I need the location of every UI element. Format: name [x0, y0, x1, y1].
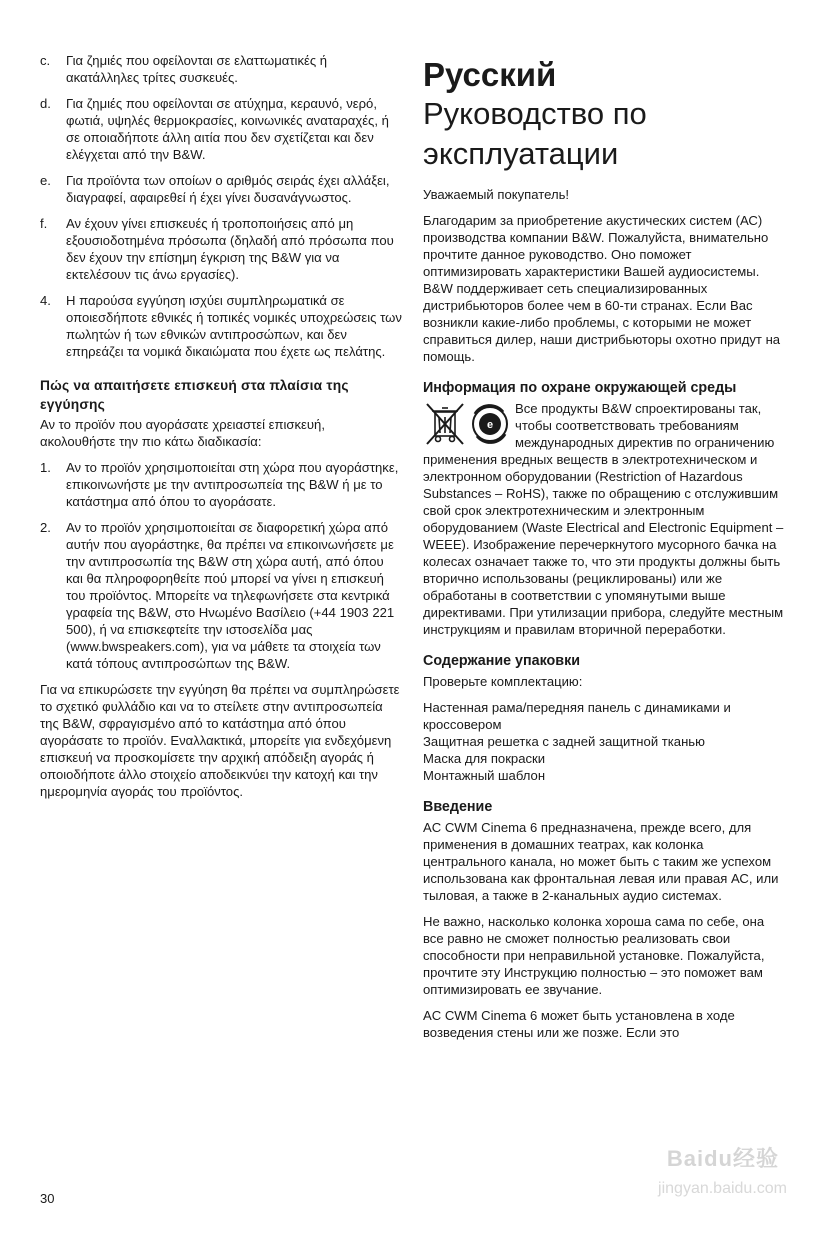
greeting: Уважаемый покупатель! [423, 187, 570, 202]
watermark-url: jingyan.baidu.com [658, 1180, 787, 1197]
introduction-paragraph: AC CWM Cinema 6 может быть установлена в ходе возведения стены или же позже. Если это [423, 1008, 735, 1040]
list-item: e. Για προϊόντα των οποίων ο αριθμός σειράς έχει αλλάξει, διαγραφεί, αφαιρεθεί ή έχει γίνει δυσανάγνωστος. [40, 173, 390, 205]
package-contents-heading: Содержание упаковки [423, 653, 581, 669]
introduction-heading: Введение [423, 799, 493, 815]
list-item: Защитная решетка с задней защитной тканью [423, 734, 705, 749]
page-number: 30 [40, 1191, 55, 1206]
env-paragraph: e Все продукты B&W спроектированы так, чтобы соответствовать требованиям международных директив по ограничению применения вредных веществ в электротехническом и электронном оборудовании (Restriction of Hazardous Substances – RoHS), также по обращению с отслужившим свой срок электротехническим и электронным оборудованием (Waste Electrical and Electronic Equipment – WEEE). Изображение перечеркнутого мусорного бачка на колесах означает также то, что эти продукты должны быть вторично использованы (рециклированы) или же обработаны в соответствии с упомянутыми выше директивами. При утилизации прибора, следуйте местным инструкциям и правилам вторичной переработки. [423, 401, 784, 637]
warranty-claim-heading: Πώς να απαιτήσετε επισκευή στα πλαίσια της εγγύησης [40, 378, 349, 412]
list-item: 2. Αν το προϊόν χρησιμοποιείται σε διαφορετική χώρα από αυτήν που αγοράστηκε, θα πρέπει να επικοινωνήσετε με την αντιπροσωπία της B&W στη χώρα αυτή, από όπου και θα πληροφορηθείτε πού μπορεί να γίνει η επισκευή του προϊόντος. Μπορείτε να τηλεφωνήσετε στα κεντρικά γραφεία της B&W, στο Ηνωμένο Βασίλειο (+44 1903 221 500), ή να επισκεφτείτε την ιστοσελίδα μας (www.bwspeakers.com), για να μάθετε τα στοιχεία των κατά τόπους αντιπροσώπων της B&W. [40, 520, 395, 671]
env-icons [423, 400, 513, 448]
warranty-claim-intro: Αν το προϊόν που αγοράσατε χρειαστεί επισκευή, ακολουθήστε την πιο κάτω διαδικασία: [40, 417, 325, 449]
introduction-paragraph: Не важно, насколько колонка хороша сама по себе, она все равно не сможет полностью реализовать свои способности при неправильной установке. Пожалуйста, прочтите эту Инструкцию полностью – это поможет вам оптимизировать ее звучание. [423, 914, 765, 997]
warranty-steps-list [40, 459, 402, 672]
warranty-exclusions-list [40, 52, 402, 360]
env-heading: Информация по охране окружающей среды [423, 380, 737, 396]
right-column [423, 52, 787, 1050]
page-subtitle: Руководство по эксплуатации [423, 96, 647, 171]
list-item: Маска для покраски [423, 751, 546, 766]
list-item: f. Αν έχουν γίνει επισκευές ή τροποποιήσεις από μη εξουσιοδοτημένα πρόσωπα (δηλαδή από πρόσωπα που δεν έχουν την επίσημη έγκριση της B&W για να εκτελέσουν τις άνω εργασίες). [40, 216, 394, 282]
rohs-icon [473, 406, 507, 443]
list-item: 1. Αν το προϊόν χρησιμοποιείται στη χώρα που αγοράστηκε, επικοινωνήστε με την αντιπροσωπεία της B&W ή με το κατάστημα από όπου το αγοράσατε. [40, 460, 399, 509]
list-item: 4. Η παρούσα εγγύηση ισχύει συμπληρωματικά σε οποιεσδήποτε εθνικές ή τοπικές νομικές υποχρεώσεις των πωλητών ή των εθνικών αντιπροσώπων, και δεν επηρεάζει τα νομικά δικαιώματα που έχετε ως πελάτης. [40, 293, 402, 359]
weee-bin-icon [423, 400, 513, 448]
page-title: Русский [423, 56, 557, 93]
intro-paragraph: Благодарим за приобретение акустических систем (АС) производства компании B&W. Пожалуйста, внимательно прочтите данное руководство. Оно поможет оптимизировать характеристики Вашей аудиосистемы. B&W поддерживает сеть специализированных дистрибьюторов более чем в 60-ти странах. Если Вас возникли какие-либо проблемы, с которыми не может справиться дилер, наши дистрибьюторы охотно придут на помощь. [423, 213, 781, 364]
left-column [40, 52, 402, 809]
list-item: c. Για ζημιές που οφείλονται σε ελαττωματικές ή ακατάλληλες τρίτες συσκευές. [40, 53, 328, 85]
list-item: Монтажный шаблон [423, 768, 546, 783]
svg-text:e: e [486, 419, 494, 431]
package-contents-intro: Проверьте комплектацию: [423, 674, 583, 689]
list-item: Настенная рама/передняя панель с динамиками и кроссовером [423, 700, 731, 732]
package-contents-list [423, 699, 787, 784]
list-item: d. Για ζημιές που οφείλονται σε ατύχημα, κεραυνό, νερό, φωτιά, υψηλές θερμοκρασίες, κοινωνικές αναταραχές, ή σε οποιαδήποτε άλλη αιτία που δεν σχετίζεται και δεν ελέγχεται από την B&W. [40, 96, 389, 162]
watermark: Baidu经验 [666, 1146, 779, 1171]
introduction-paragraph: AC CWM Cinema 6 предназначена, прежде всего, для применения в домашних театрах, как колонка центрального канала, но может быть с таким же успехом использована как фронтальная левая или правая АС, или тыловая, а также в 2-канальных аудио системах. [423, 820, 779, 903]
warranty-closing-paragraph: Για να επικυρώσετε την εγγύηση θα πρέπει να συμπληρώσετε το σχετικό φυλλάδιο και να το στείλετε στην αντιπροσωπεία της B&W, σφραγισμένο από το κατάστημα από όπου αγοράσατε το προϊόν. Εναλλακτικά, μπορείτε για ενδεχόμενη επισκευή να προσκομίσετε την αρχική απόδειξη αγοράς ή οποιοδήποτε άλλο στοιχείο αποδεικνύει την κατοχή και την ημερομηνία αγοράς του προϊόντος. [40, 682, 400, 799]
